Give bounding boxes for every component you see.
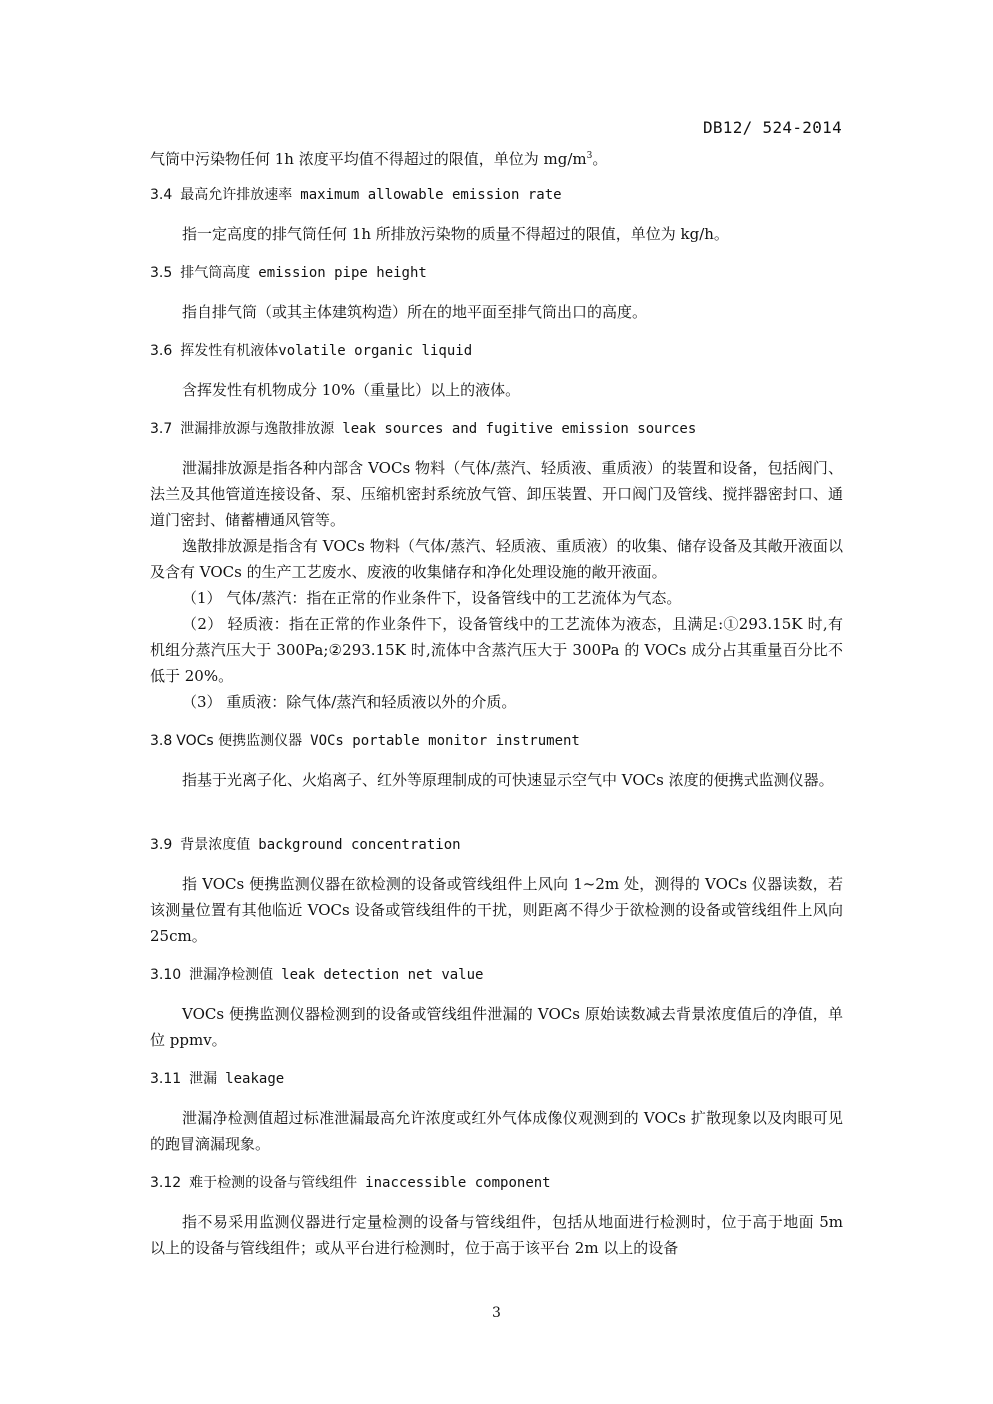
- section-number: 3.11: [150, 1071, 182, 1087]
- section-heading-3-6: [150, 341, 843, 361]
- section-title-cn: 最高允许排放速率: [180, 187, 293, 203]
- section-heading-3-11: [150, 1069, 843, 1089]
- section-heading-3-4: [150, 185, 843, 205]
- section-title-cn: 难于检测的设备与管线组件: [189, 1175, 358, 1191]
- section-title-en: background concentration: [258, 837, 461, 853]
- paragraph: 指 VOCs 便携监测仪器在欲检测的设备或管线组件上风向 1~2m 处，测得的 VOCs 仪器读数，若该测量位置有其他临近 VOCs 设备或管线组件的干扰，则距离不得少于欲检测的设备或管线组件上风向 25cm。: [150, 875, 843, 945]
- section-title-en: maximum allowable emission rate: [300, 187, 562, 203]
- section-title-cn: 挥发性有机液体: [180, 343, 279, 359]
- section-number: 3.10: [150, 967, 182, 983]
- paragraph: 指自排气筒（或其主体建筑构造）所在的地平面至排气筒出口的高度。: [182, 303, 648, 321]
- section-heading-3-5: [150, 263, 843, 283]
- list-item: （3） 重质液：除气体/蒸汽和轻质液以外的介质。: [182, 693, 517, 711]
- superscript: 3: [586, 151, 593, 161]
- document-code: DB12/ 524-2014: [702, 118, 842, 137]
- section-title-en: leakage: [225, 1071, 285, 1087]
- section-title-en: leak sources and fugitive emission sources: [342, 421, 697, 437]
- section-heading-3-10: [150, 965, 843, 985]
- list-item: （2） 轻质液：指在正常的作业条件下，设备管线中的工艺流体为液态，且满足:①293.15K 时,有机组分蒸汽压大于 300Pa;②293.15K 时,流体中含蒸汽压大于 300Pa 的 VOCs 成分占其重量百分比不低于 20%。: [150, 615, 843, 685]
- section-title-en: inaccessible component: [365, 1175, 551, 1191]
- section-heading-3-9: [150, 835, 843, 855]
- section-heading-3-7: [150, 419, 843, 439]
- section-number: 3.6: [150, 343, 173, 359]
- continuation-text: 气筒中污染物任何 1h 浓度平均值不得超过的限值，单位为 mg/m: [150, 150, 587, 168]
- section-title-en: emission pipe height: [258, 265, 427, 281]
- section-title-en: VOCs portable monitor instrument: [310, 733, 580, 749]
- section-number: 3.8: [150, 733, 173, 749]
- continuation-end: 。: [592, 150, 608, 168]
- section-number: 3.4: [150, 187, 173, 203]
- continuation-paragraph: [150, 143, 843, 172]
- list-item: （1） 气体/蒸汽：指在正常的作业条件下，设备管线中的工艺流体为气态。: [182, 589, 682, 607]
- section-number: 3.9: [150, 837, 173, 853]
- section-title-cn: VOCs 便携监测仪器: [176, 733, 303, 749]
- paragraph: 指基于光离子化、火焰离子、红外等原理制成的可快速显示空气中 VOCs 浓度的便携式监测仪器。: [182, 771, 834, 789]
- section-title-cn: 背景浓度值: [180, 837, 251, 853]
- section-title-cn: 排气筒高度: [180, 265, 251, 281]
- section-number: 3.5: [150, 265, 173, 281]
- page-number: 3: [492, 1305, 501, 1321]
- paragraph: 泄漏排放源是指各种内部含 VOCs 物料（气体/蒸汽、轻质液、重质液）的装置和设备，包括阀门、法兰及其他管道连接设备、泵、压缩机密封系统放气管、卸压装置、开口阀门及管线、搅拌器密封口、通道门密封、储蓄槽通风管等。: [150, 459, 843, 529]
- section-title-en: leak detection net value: [281, 967, 484, 983]
- paragraph: 逸散排放源是指含有 VOCs 物料（气体/蒸汽、轻质液、重质液）的收集、储存设备及其敞开液面以及含有 VOCs 的生产工艺废水、废液的收集储存和净化处理设施的敞开液面。: [150, 537, 843, 581]
- paragraph: 指一定高度的排气筒任何 1h 所排放污染物的质量不得超过的限值，单位为 kg/h。: [182, 225, 729, 243]
- section-heading-3-12: [150, 1173, 843, 1193]
- paragraph: 指不易采用监测仪器进行定量检测的设备与管线组件，包括从地面进行检测时，位于高于地面 5m 以上的设备与管线组件；或从平台进行检测时，位于高于该平台 2m 以上的设备: [150, 1213, 843, 1257]
- section-title-en: volatile organic liquid: [278, 343, 473, 359]
- paragraph: 泄漏净检测值超过标准泄漏最高允许浓度或红外气体成像仪观测到的 VOCs 扩散现象以及肉眼可见的跑冒滴漏现象。: [150, 1109, 843, 1153]
- section-number: 3.12: [150, 1175, 182, 1191]
- section-title-cn: 泄漏净检测值: [189, 967, 274, 983]
- paragraph: 含挥发性有机物成分 10%（重量比）以上的液体。: [182, 381, 521, 399]
- section-number: 3.7: [150, 421, 173, 437]
- section-heading-3-8: [150, 731, 843, 751]
- section-title-cn: 泄漏排放源与逸散排放源: [180, 421, 335, 437]
- paragraph: VOCs 便携监测仪器检测到的设备或管线组件泄漏的 VOCs 原始读数减去背景浓度值后的净值，单位 ppmv。: [150, 1005, 843, 1049]
- section-title-cn: 泄漏: [189, 1071, 218, 1087]
